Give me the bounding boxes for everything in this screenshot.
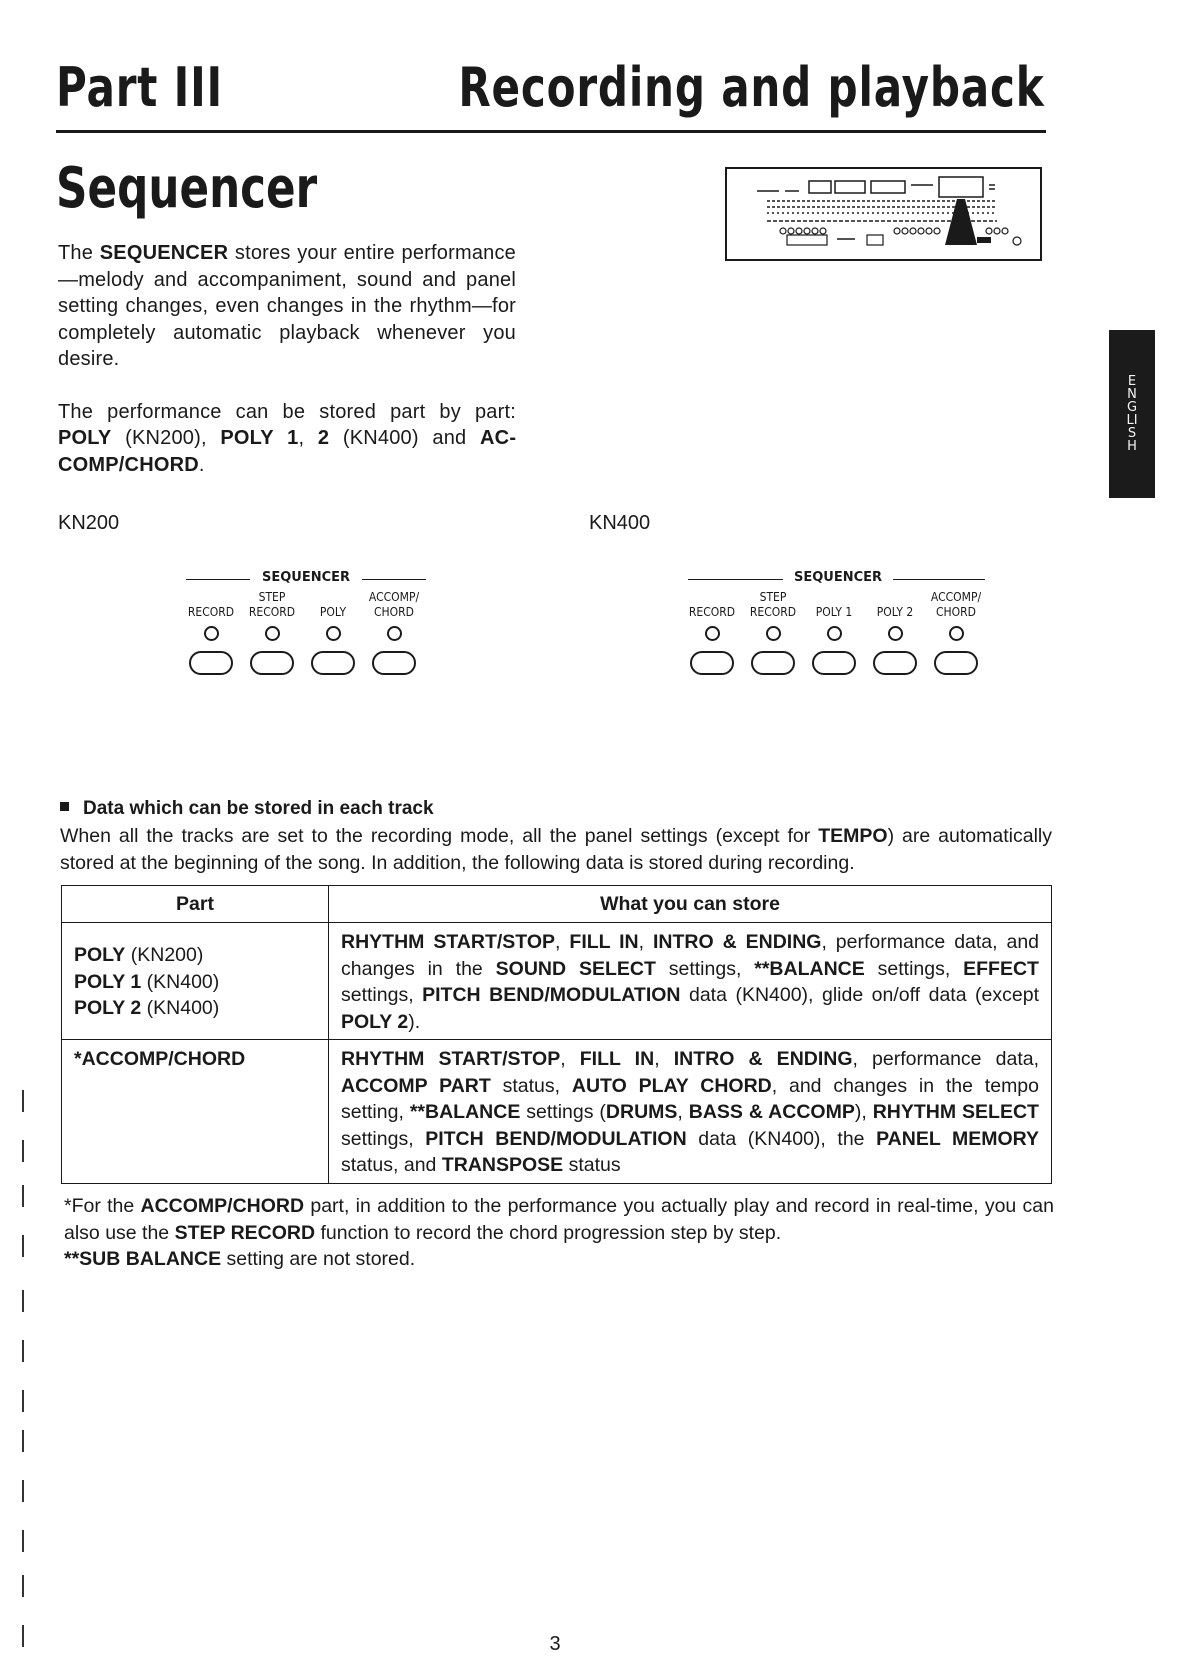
kn400-button-label: POLY 1 — [815, 605, 853, 619]
kn400-panel-button — [812, 651, 856, 675]
table-row — [62, 1040, 1052, 1184]
part-line: POLY (KN200) — [74, 944, 204, 967]
section-title: Sequencer — [56, 156, 318, 221]
table-header-content: What you can store — [329, 886, 1052, 923]
language-tab-label: ENGLISH — [1126, 374, 1138, 454]
kn200-panel-button — [311, 651, 355, 675]
part-line: POLY 1 (KN400) — [74, 970, 220, 993]
kn400-panel-button — [690, 651, 734, 675]
kn400-button-label: POLY 2 — [876, 605, 914, 619]
intro-paragraph-1: The SEQUENCER stores your entire performance—melody and accompaniment, sound and panel setting changes, even changes in the rhythm—for completely automatic playback whenever you desire. — [58, 242, 516, 370]
kn400-panel-title: SEQUENCER — [793, 570, 883, 585]
kn400-label: KN400 — [589, 512, 651, 534]
kn400-led-indicator — [705, 626, 720, 641]
kn400-button-label: RECORD — [688, 605, 736, 619]
table-cell-content: RHYTHM START/STOP, FILL IN, INTRO & ENDING, performance data, and changes in the SOUND SELECT settings, **BALANCE settings, EFFECT settings, PITCH BEND/MODULATION data (KN400), glide on/off data (except POLY 2). — [329, 923, 1052, 1040]
kn200-led-indicator — [265, 626, 280, 641]
kn200-button-label: POLY — [319, 605, 347, 619]
bullet-square-icon — [60, 802, 69, 811]
data-section-intro: When all the tracks are set to the recording mode, all the panel settings (except for TEMPO) are automatically stored at the beginning of the song. In addition, the following data is stored during recording. — [60, 825, 1052, 874]
kn200-panel-title: SEQUENCER — [261, 570, 351, 585]
kn400-panel-button — [934, 651, 978, 675]
data-section-heading-text: Data which can be stored in each track — [83, 798, 434, 819]
storage-table — [61, 885, 1052, 1184]
table-cell-part — [62, 1040, 329, 1184]
kn200-led-indicator — [387, 626, 402, 641]
part-line: POLY 2 (KN400) — [74, 997, 220, 1020]
table-cell-content: RHYTHM START/STOP, FILL IN, INTRO & ENDING, performance data, ACCOMP PART status, AUTO PLAY CHORD, and changes in the tempo setting, **BALANCE settings (DRUMS, BASS & ACCOMP), RHYTHM SELECT settings, PITCH BEND/MODULATION data (KN400), the PANEL MEMORY status, and TRANSPOSE status — [329, 1040, 1052, 1184]
footnotes — [64, 1193, 1054, 1273]
kn200-button-top-label: STEP — [258, 590, 286, 604]
page-number: 3 — [549, 1633, 561, 1655]
footnote-1: *For the ACCOMP/CHORD part, in addition to the performance you actually play and record in real-time, you can also use the STEP RECORD function to record the chord progression step by step. — [64, 1195, 1054, 1244]
kn400-button-label: RECORD — [749, 605, 797, 619]
kn400-panel-button — [751, 651, 795, 675]
kn200-button-top-label: ACCOMP/ — [368, 590, 420, 604]
intro-paragraph-2: The performance can be stored part by part: POLY (KN200), POLY 1, 2 (KN400) and ACCOMP/CHORD. — [58, 400, 516, 476]
margin-mark — [22, 1530, 24, 1552]
footnote-2: **SUB BALANCE setting are not stored. — [64, 1248, 416, 1270]
table-header-row — [62, 886, 1052, 923]
margin-mark — [22, 1430, 24, 1452]
kn400-panel-button — [873, 651, 917, 675]
kn200-label: KN200 — [58, 512, 120, 534]
kn200-panel-button — [189, 651, 233, 675]
margin-mark — [22, 1390, 24, 1412]
kn400-led-indicator — [766, 626, 781, 641]
margin-mark — [22, 1090, 24, 1112]
kn200-button-label: RECORD — [248, 605, 296, 619]
kn400-button-top-label: STEP — [759, 590, 787, 604]
table-cell-part — [62, 923, 329, 1040]
language-tab — [1109, 330, 1155, 498]
part-line: *ACCOMP/CHORD — [74, 1048, 246, 1070]
margin-mark — [22, 1340, 24, 1362]
margin-mark — [22, 1480, 24, 1502]
kn200-button-label: RECORD — [187, 605, 235, 619]
part-heading: Recording and playback — [458, 56, 1045, 119]
intro-text — [58, 240, 516, 504]
data-section-heading — [60, 798, 434, 820]
panel-display-illustration — [725, 167, 1042, 261]
kn400-button-label: CHORD — [936, 605, 976, 619]
margin-mark — [22, 1575, 24, 1597]
margin-mark — [22, 1625, 24, 1647]
margin-mark — [22, 1235, 24, 1257]
kn200-panel-button — [250, 651, 294, 675]
margin-mark — [22, 1140, 24, 1162]
header-rule — [56, 130, 1046, 133]
kn400-led-indicator — [888, 626, 903, 641]
kn200-led-indicator — [204, 626, 219, 641]
kn400-led-indicator — [827, 626, 842, 641]
table-row — [62, 923, 1052, 1040]
kn200-button-label: CHORD — [374, 605, 414, 619]
kn200-panel-button — [372, 651, 416, 675]
kn200-led-indicator — [326, 626, 341, 641]
kn400-button-top-label: ACCOMP/ — [930, 590, 982, 604]
margin-mark — [22, 1185, 24, 1207]
kn200-sequencer-panel — [186, 570, 426, 588]
panel-display-graphic — [727, 169, 1040, 259]
kn400-sequencer-panel — [688, 570, 985, 588]
table-header-part: Part — [62, 886, 329, 923]
part-label: Part III — [56, 56, 223, 119]
margin-mark — [22, 1290, 24, 1312]
kn400-led-indicator — [949, 626, 964, 641]
